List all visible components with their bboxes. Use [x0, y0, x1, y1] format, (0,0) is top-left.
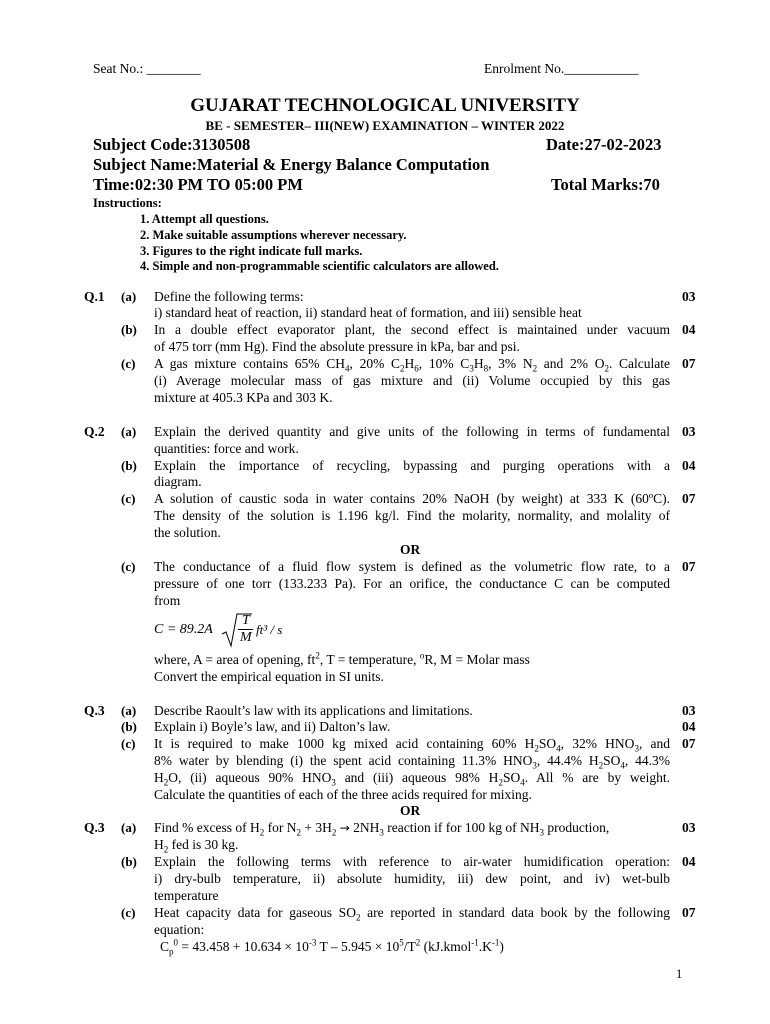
question-text: the solution.	[154, 525, 221, 540]
part-label: (a)	[121, 820, 137, 835]
marks: 04	[682, 719, 696, 734]
heat-capacity-equation: $C_p^0 = 43.458 + 10.634 \times 10^{-3}$ $T - 5.945 \times 10^5/T^2$ $(kJ.kmol^{-1}.K^{-1})$	[160, 937, 504, 957]
enrolment-no: Enrolment No.___________	[484, 61, 639, 76]
marks: 03	[682, 424, 696, 439]
subject-name: Subject Name:Material & Energy Balance Computation	[93, 155, 490, 174]
question-text-with-formula: where, A = area of opening, $ft^2$, T = temperature, $^o$R, M = Molar mass	[154, 650, 530, 667]
part-label: (c)	[121, 559, 136, 574]
question-text: Explain i) Boyle’s law, and ii) Dalton’s law.	[154, 719, 391, 734]
question-text: Explain the derived quantity and give units of the following in terms of fundamental	[154, 424, 670, 439]
marks: 07	[682, 559, 696, 574]
question-text-with-formula: 8% water by blending (i) the spent acid containing 11.3% $HNO_3$, 44.4% $H_2SO_4$, 44.3%	[154, 753, 671, 771]
marks: 03	[682, 820, 696, 835]
question-text: Describe Raoult’s law with its applications and limitations.	[154, 703, 473, 718]
equation-numerator: T	[242, 613, 250, 628]
question-text: Convert the empirical equation in SI units.	[154, 669, 384, 684]
question-text: of 475 torr (mm Hg). Find the absolute pressure in kPa, bar and psi.	[154, 339, 520, 354]
part-label: (a)	[121, 424, 137, 439]
marks: 07	[682, 905, 696, 920]
marks: 04	[682, 322, 696, 337]
part-label: (c)	[121, 491, 136, 506]
or-divider: OR	[400, 803, 421, 818]
question-text-with-formula: A gas mixture contains 65% $CH_4$, 20% $C_2H_6$, 10% $C_3H_8$, 3% $N_2$ and 2% $O_2$. Calculate	[154, 356, 670, 374]
question-text: The conductance of a fluid flow system is defined as the volumetric flow rate, to a	[154, 559, 670, 574]
question-text: diagram.	[154, 474, 202, 489]
equation-lhs: C = 89.2A	[154, 622, 213, 637]
question-text: pressure of one torr (133.233 Pa). For an orifice, the conductance C can be computed	[154, 576, 670, 591]
question-text: Define the following terms:	[154, 289, 304, 304]
marks: 04	[682, 458, 696, 473]
marks: 03	[682, 289, 696, 304]
part-label: (a)	[121, 289, 137, 304]
question-text: Explain the following terms with reference to air-water humidification operation:	[154, 854, 670, 869]
question-text: mixture at 405.3 KPa and 303 K.	[154, 390, 333, 405]
question-text-with-formula: Find % excess of $H_2$ for $N_2 + 3H_2 \to 2NH_3$ reaction if for 100 kg of $NH_3$ production,	[154, 820, 610, 838]
marks: 03	[682, 703, 696, 718]
question-text: quantities: force and work.	[154, 441, 299, 456]
question-text-with-formula: $H_2$ fed is 30 kg.	[154, 837, 239, 855]
part-label: (b)	[121, 458, 137, 473]
page-number: 1	[676, 967, 683, 981]
question-text: equation:	[154, 922, 205, 937]
question-text: i) dry-bulb temperature, ii) absolute humidity, iii) dew point, and iv) wet-bulb	[154, 871, 670, 886]
or-divider: OR	[400, 542, 421, 557]
part-label: (a)	[121, 703, 137, 718]
question-text: The density of the solution is 1.196 kg/l. Find the molarity, normality, and molality of	[154, 508, 670, 523]
instruction-item: 4. Simple and non-programmable scientific calculators are allowed.	[140, 259, 499, 273]
question-label: Q.1	[84, 289, 105, 304]
question-text: In a double effect evaporator plant, the second effect is maintained under vacuum	[154, 322, 670, 337]
marks: 04	[682, 854, 696, 869]
question-text: Explain the importance of recycling, bypassing and purging operations with a	[154, 458, 670, 473]
equation-rhs: ft³ / s	[256, 622, 283, 637]
part-label: (b)	[121, 322, 137, 337]
part-label: (b)	[121, 854, 137, 869]
exam-date: Date:27-02-2023	[546, 135, 662, 154]
marks: 07	[682, 491, 696, 506]
question-text-with-formula: $H_2O$, (ii) aqueous 90% $HNO_3$ and (iii) aqueous 98% $H_2SO_4$. All % are by weight.	[154, 770, 671, 788]
instructions-heading: Instructions:	[93, 196, 162, 210]
exam-name: BE - SEMESTER– III(NEW) EXAMINATION – WINTER 2022	[205, 118, 565, 133]
seat-no: Seat No.: ________	[93, 61, 201, 76]
exam-time: Time:02:30 PM TO 05:00 PM	[93, 175, 303, 194]
conductance-equation	[154, 610, 314, 650]
subject-code: Subject Code:3130508	[93, 135, 251, 154]
part-label: (c)	[121, 736, 136, 751]
question-text: (i) Average molecular mass of gas mixture and (ii) Volume occupied by this gas	[154, 373, 670, 388]
question-label: Q.3	[84, 820, 105, 835]
question-text: from	[154, 593, 181, 608]
marks: 07	[682, 356, 696, 371]
total-marks: Total Marks:70	[551, 175, 660, 194]
question-label: Q.2	[84, 424, 105, 439]
part-label: (b)	[121, 719, 137, 734]
question-label: Q.3	[84, 703, 105, 718]
instruction-item: 1. Attempt all questions.	[140, 212, 269, 226]
question-text-with-formula: It is required to make 1000 kg mixed acid containing 60% $H_2SO_4$, 32% $HNO_3$, and	[154, 736, 671, 754]
instruction-item: 3. Figures to the right indicate full marks.	[140, 244, 363, 258]
university-title: GUJARAT TECHNOLOGICAL UNIVERSITY	[190, 95, 580, 116]
question-text: i) standard heat of reaction, ii) standard heat of formation, and iii) sensible heat	[154, 305, 582, 320]
part-label: (c)	[121, 905, 136, 920]
marks: 07	[682, 736, 696, 751]
question-text: temperature	[154, 888, 219, 903]
question-text: A solution of caustic soda in water contains 20% NaOH (by weight) at 333 K (60ºC).	[154, 491, 670, 506]
part-label: (c)	[121, 356, 136, 371]
question-text-with-formula: Heat capacity data for gaseous $SO_2$ are reported in standard data book by the following	[154, 905, 670, 923]
instruction-item: 2. Make suitable assumptions wherever necessary.	[140, 228, 407, 242]
equation-denominator: M	[240, 630, 252, 645]
question-text: Calculate the quantities of each of the three acids required for mixing.	[154, 787, 532, 802]
